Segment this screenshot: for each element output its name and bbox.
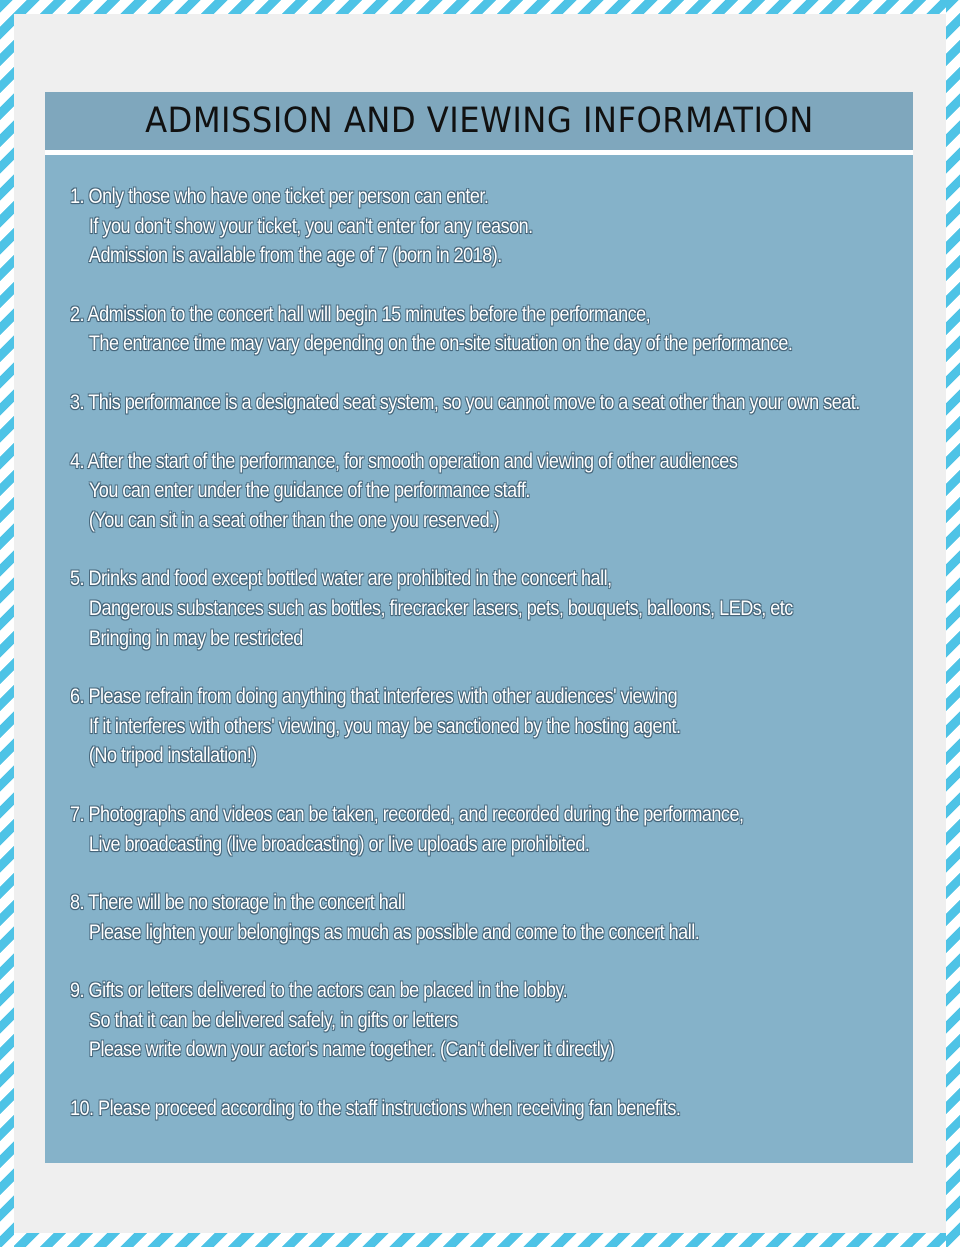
rule-line: 1. Only those who have one ticket per person can enter.	[70, 185, 489, 208]
rule-line: 7. Photographs and videos can be taken, recorded, and recorded during the performance,	[70, 802, 744, 826]
rule-line: Please lighten your belongings as much as possible and come to the concert hall.	[88, 920, 700, 944]
striped-border-right	[946, 0, 960, 1247]
rule-item-8	[70, 888, 930, 947]
rule-line: Bringing in may be restricted	[88, 626, 303, 650]
rule-line: 5. Drinks and food except bottled water are prohibited in the concert hall,	[70, 567, 612, 591]
rule-line: The entrance time may vary depending on the on-site situation on the day of the performance.	[88, 332, 793, 356]
rule-item-2	[70, 300, 930, 359]
page-title: ADMISSION AND VIEWING INFORMATION	[144, 101, 814, 141]
rule-line: Dangerous substances such as bottles, firecracker lasers, pets, bouquets, balloons, LEDs, etc	[88, 596, 793, 620]
striped-border-bottom	[0, 1233, 960, 1247]
rule-item-3	[70, 388, 930, 418]
rule-item-10	[70, 1094, 930, 1124]
rule-line: So that it can be delivered safely, in gifts or letters	[88, 1008, 458, 1032]
rule-line: Live broadcasting (live broadcasting) or live uploads are prohibited.	[88, 832, 590, 856]
rule-item-4	[70, 447, 930, 536]
rule-line: (You can sit in a seat other than the one you reserved.)	[88, 508, 500, 532]
rule-line: (No tripod installation!)	[88, 744, 257, 768]
rule-item-6	[70, 682, 930, 771]
rule-line: If it interferes with others' viewing, you may be sanctioned by the hosting agent.	[88, 714, 681, 738]
title-band	[45, 92, 913, 150]
rule-item-9	[70, 976, 930, 1065]
rules-list	[70, 182, 930, 1153]
striped-border-left	[0, 0, 14, 1247]
rule-item-5	[70, 564, 930, 653]
rule-line: 10. Please proceed according to the staff instructions when receiving fan benefits.	[70, 1097, 681, 1121]
rule-line: 2. Admission to the concert hall will begin 15 minutes before the performance,	[70, 302, 651, 326]
rule-line: 3. This performance is a designated seat system, so you cannot move to a seat other than your own seat.	[70, 390, 860, 414]
rule-line: If you don't show your ticket, you can't enter for any reason.	[88, 214, 533, 238]
rule-item-1	[70, 182, 930, 271]
rule-line: Please write down your actor's name together. (Can't deliver it directly)	[88, 1038, 615, 1062]
rule-line: 9. Gifts or letters delivered to the actors can be placed in the lobby.	[70, 979, 568, 1003]
rule-line: 6. Please refrain from doing anything that interferes with other audiences' viewing	[70, 685, 678, 709]
rule-line: Admission is available from the age of 7 (born in 2018).	[88, 244, 502, 268]
rule-line: 8. There will be no storage in the concert hall	[70, 891, 405, 915]
striped-border-top	[0, 0, 960, 14]
rule-item-7	[70, 800, 930, 859]
rule-line: 4. After the start of the performance, for smooth operation and viewing of other audiences	[70, 449, 738, 473]
rule-line: You can enter under the guidance of the performance staff.	[88, 479, 530, 503]
